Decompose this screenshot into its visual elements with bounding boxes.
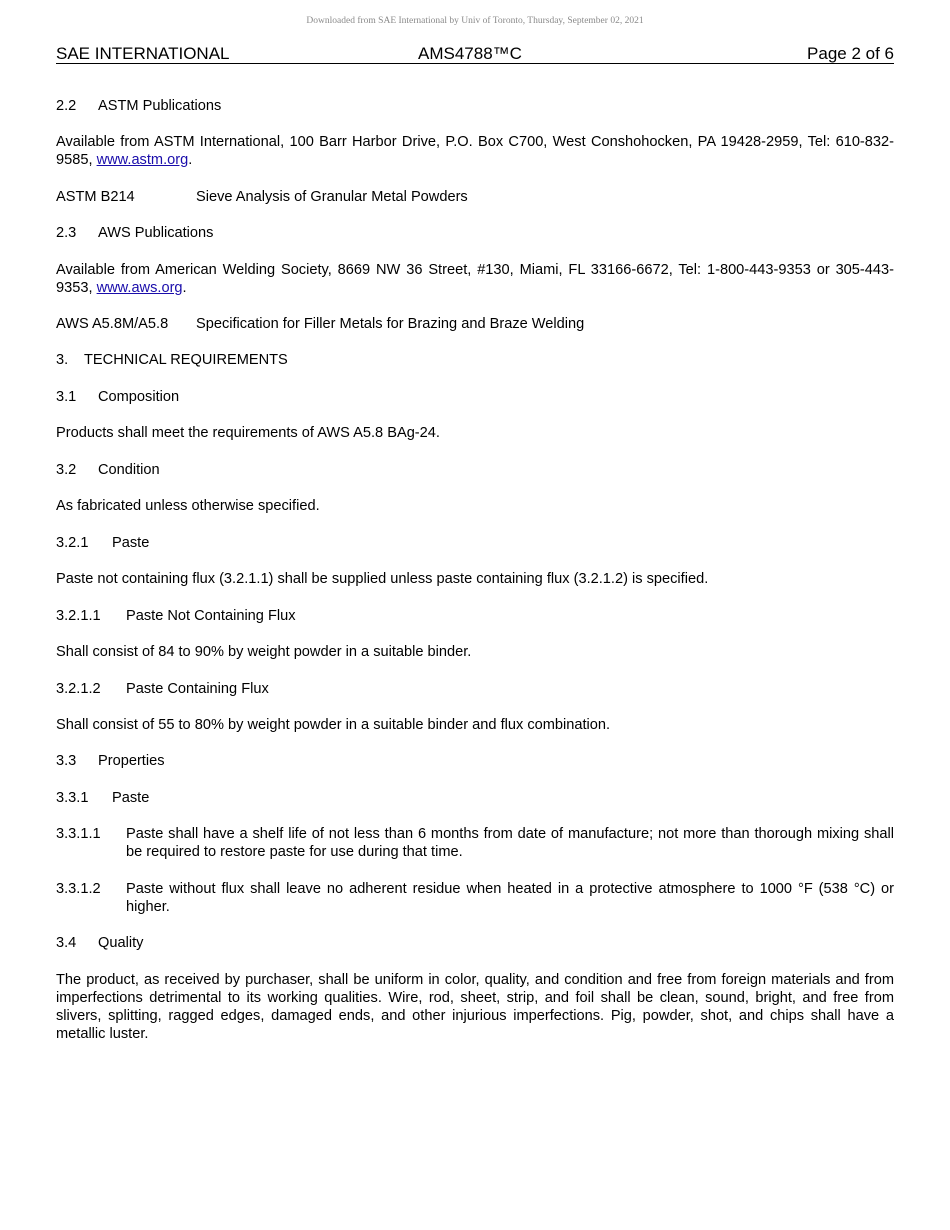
section-number: 3.2.1.2 [56, 681, 101, 697]
download-banner: Downloaded from SAE International by Univ of Toronto, Thursday, September 02, 2021 [306, 16, 644, 26]
section-3-2-heading [56, 461, 894, 479]
section-3-2-1-2-heading [56, 680, 894, 698]
section-2-2-paragraph [56, 133, 894, 169]
section-number: 3.3 [56, 753, 77, 769]
section-3-2-1-paragraph: Paste not containing flux (3.2.1.1) shall be supplied unless paste containing flux (3.2.1.2) is specified. [56, 571, 709, 587]
section-text: Paste shall have a shelf life of not less than 6 months from date of manufacture; not more than thorough mixing shall be required to restore paste for use during that time. [126, 826, 894, 860]
section-title: Paste Not Containing Flux [126, 608, 296, 624]
section-3-4-paragraph: The product, as received by purchaser, shall be uniform in color, quality, and condition and free from foreign materials and from imperfections detrimental to its working qualities. Wire, rod, sheet, strip, and foil shall be clean, sound, bright, and free from slivers, splitting, ragged edges, damaged ends, and other injurious imperfections. Pig, powder, shot, and chips shall have a metallic luster. [56, 972, 894, 1042]
section-number: 2.3 [56, 225, 77, 241]
section-3-1-paragraph: Products shall meet the requirements of AWS A5.8 BAg-24. [56, 425, 440, 441]
astm-link[interactable]: www.astm.org [96, 152, 189, 168]
astm-availability-text: Available from ASTM International, 100 Barr Harbor Drive, P.O. Box C700, West Conshohocken, PA 19428-2959, Tel: 610-832-9585, [56, 134, 894, 168]
section-title: Composition [98, 389, 180, 405]
section-3-4-heading [56, 934, 894, 952]
section-title: AWS Publications [98, 225, 214, 241]
section-number: 3.1 [56, 389, 77, 405]
section-2-3-paragraph [56, 261, 894, 297]
section-title: Properties [98, 753, 165, 769]
section-number: 3.2.1 [56, 535, 89, 551]
aws-availability-text: Available from American Welding Society, 8669 NW 36 Street, #130, Miami, FL 33166-6672, Tel: 1-800-443-9353 or 305-443-9353, [56, 262, 894, 296]
period: . [182, 280, 187, 296]
section-3-heading [56, 351, 894, 369]
section-number: 3.2 [56, 462, 77, 478]
reference-astm-b214 [56, 188, 894, 206]
reference-id: ASTM B214 [56, 189, 135, 205]
section-title: Paste [112, 790, 150, 806]
section-3-2-1-2-paragraph: Shall consist of 55 to 80% by weight powder in a suitable binder and flux combination. [56, 717, 611, 733]
section-number: 3.3.1.2 [56, 881, 101, 897]
section-number: 3.3.1.1 [56, 826, 101, 842]
header-document-id: AMS4788™C [418, 44, 522, 63]
section-2-2-heading [56, 97, 894, 115]
section-3-1-heading [56, 388, 894, 406]
section-title: TECHNICAL REQUIREMENTS [84, 352, 288, 368]
section-text: Paste without flux shall leave no adherent residue when heated in a protective atmosphere to 1000 °F (538 °C) or higher. [126, 881, 894, 915]
section-number: 3.2.1.1 [56, 608, 101, 624]
reference-id: AWS A5.8M/A5.8 [56, 316, 169, 332]
section-3-3-1-heading [56, 789, 894, 807]
section-3-3-1-2 [56, 880, 894, 916]
section-number: 3.3.1 [56, 790, 89, 806]
section-number: 3.4 [56, 935, 77, 951]
section-title: ASTM Publications [98, 98, 222, 114]
section-2-3-heading [56, 224, 894, 242]
section-3-3-1-1 [56, 825, 894, 861]
section-title: Quality [98, 935, 144, 951]
reference-title: Sieve Analysis of Granular Metal Powders [196, 189, 468, 205]
reference-aws-a5-8 [56, 315, 894, 333]
section-number: 2.2 [56, 98, 77, 114]
section-3-2-1-1-paragraph: Shall consist of 84 to 90% by weight powder in a suitable binder. [56, 644, 472, 660]
section-3-2-1-1-heading [56, 607, 894, 625]
aws-link[interactable]: www.aws.org [96, 280, 183, 296]
section-3-2-1-heading [56, 534, 894, 552]
section-title: Condition [98, 462, 160, 478]
period: . [188, 152, 193, 168]
section-number: 3. [56, 352, 69, 368]
section-3-2-paragraph: As fabricated unless otherwise specified. [56, 498, 320, 514]
page-header [56, 44, 894, 64]
section-title: Paste [112, 535, 150, 551]
header-page-number: Page 2 of 6 [807, 44, 894, 63]
section-title: Paste Containing Flux [126, 681, 269, 697]
reference-title: Specification for Filler Metals for Brazing and Braze Welding [196, 316, 585, 332]
header-organization: SAE INTERNATIONAL [56, 44, 230, 63]
section-3-3-heading [56, 752, 894, 770]
